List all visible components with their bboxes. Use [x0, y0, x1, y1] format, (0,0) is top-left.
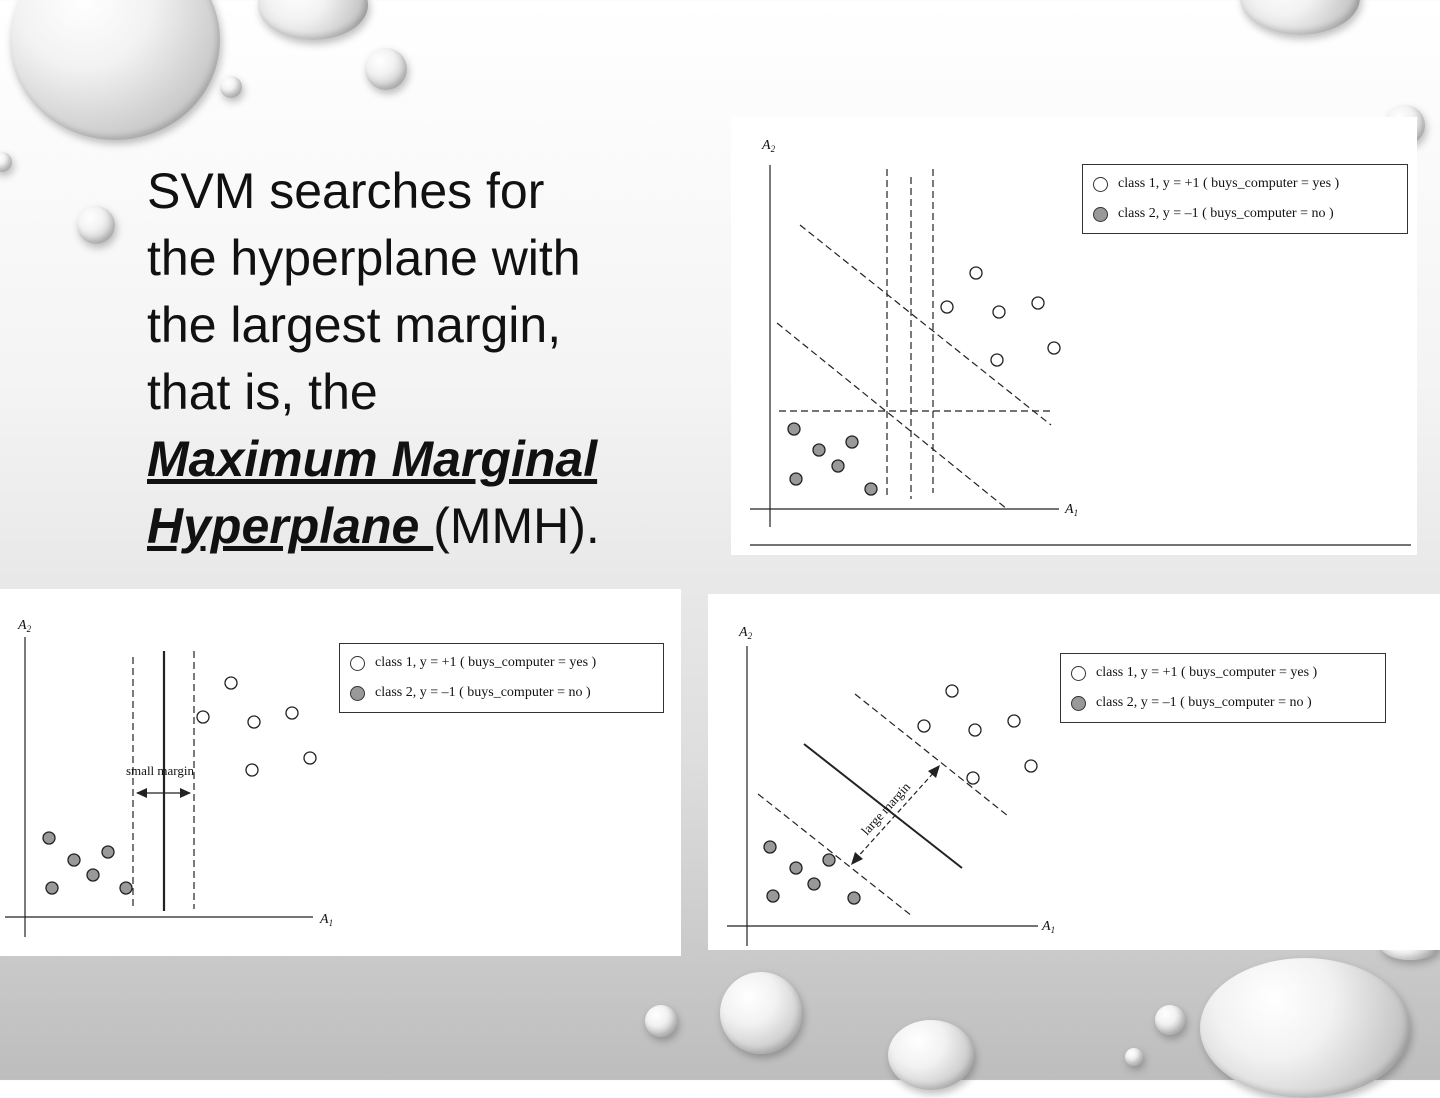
- candidate-hyperplane: [800, 225, 1051, 425]
- water-drop-decoration: [1200, 958, 1410, 1098]
- class1-point: [246, 764, 258, 776]
- mmh-abbreviation: (MMH).: [433, 498, 600, 554]
- text-line: SVM searches for: [147, 163, 545, 219]
- legend: [339, 643, 664, 713]
- legend-label: class 1, y = +1 ( buys_computer = yes ): [1118, 176, 1340, 191]
- x-axis-label: $A_1$: [1065, 502, 1079, 518]
- slide-body-text: [147, 158, 717, 560]
- large-margin-label: large margin: [858, 779, 914, 839]
- class1-point: [918, 720, 930, 732]
- legend-label: class 1, y = +1 ( buys_computer = yes ): [1096, 665, 1318, 680]
- y-axis-label: $A_2$: [762, 138, 776, 154]
- text-line: the hyperplane with: [147, 230, 581, 286]
- margin-boundary: [855, 694, 1008, 816]
- class1-point: [248, 716, 260, 728]
- diagram-possible-hyperplanes: [731, 117, 1417, 555]
- diagram-large-margin: [708, 594, 1440, 950]
- class2-point: [790, 862, 802, 874]
- candidate-hyperplane: [777, 323, 1007, 509]
- text-line: that is, the: [147, 364, 378, 420]
- legend-item-class1: [340, 648, 663, 678]
- class1-point: [286, 707, 298, 719]
- class2-point: [832, 460, 844, 472]
- diagram-small-margin: [0, 589, 681, 956]
- legend-item-class1: [1083, 169, 1407, 199]
- water-drop-decoration: [220, 76, 242, 98]
- class1-point: [1032, 297, 1044, 309]
- y-axis-label: $A_2$: [739, 625, 753, 641]
- water-drop-decoration: [77, 206, 115, 244]
- class2-point: [68, 854, 80, 866]
- legend-item-class1: [1061, 658, 1385, 688]
- filled-circle-icon: [1093, 207, 1108, 222]
- water-drop-decoration: [720, 972, 802, 1054]
- water-drop-decoration: [0, 152, 12, 172]
- class2-point: [823, 854, 835, 866]
- class1-point: [993, 306, 1005, 318]
- legend-label: class 2, y = –1 ( buys_computer = no ): [1118, 206, 1334, 221]
- class1-point: [991, 354, 1003, 366]
- y-axis-label: $A_2$: [18, 618, 32, 634]
- water-drop-decoration: [10, 0, 220, 140]
- class2-point: [102, 846, 114, 858]
- text-line: the largest margin,: [147, 297, 562, 353]
- class2-point: [764, 841, 776, 853]
- legend-item-class2: [1083, 199, 1407, 229]
- legend: [1060, 653, 1386, 723]
- class1-point: [946, 685, 958, 697]
- mmh-term-part2: Hyperplane: [147, 498, 434, 554]
- class1-point: [1008, 715, 1020, 727]
- water-drop-decoration: [1240, 0, 1360, 35]
- class2-point: [865, 483, 877, 495]
- class2-point: [790, 473, 802, 485]
- legend-item-class2: [1061, 688, 1385, 718]
- water-drop-decoration: [365, 48, 407, 90]
- class2-point: [120, 882, 132, 894]
- class1-point: [197, 711, 209, 723]
- class2-point: [813, 444, 825, 456]
- class2-point: [846, 436, 858, 448]
- water-drop-decoration: [258, 0, 368, 40]
- filled-circle-icon: [350, 686, 365, 701]
- class2-point: [87, 869, 99, 881]
- class1-point: [225, 677, 237, 689]
- water-drop-decoration: [1155, 1005, 1185, 1035]
- class1-point: [970, 267, 982, 279]
- water-drop-decoration: [645, 1005, 677, 1037]
- x-axis-label: $A_1$: [320, 912, 334, 928]
- class1-point: [304, 752, 316, 764]
- class1-point: [1025, 760, 1037, 772]
- class2-point: [767, 890, 779, 902]
- arrow-head: [136, 788, 147, 798]
- class2-point: [788, 423, 800, 435]
- legend-label: class 2, y = –1 ( buys_computer = no ): [375, 685, 591, 700]
- x-axis-label: $A_1$: [1042, 919, 1056, 935]
- legend-label: class 2, y = –1 ( buys_computer = no ): [1096, 695, 1312, 710]
- margin-arrow: [855, 770, 936, 860]
- legend: [1082, 164, 1408, 234]
- class2-point: [43, 832, 55, 844]
- class2-point: [46, 882, 58, 894]
- water-drop-decoration: [1125, 1048, 1143, 1066]
- diagram-svg: [708, 594, 1440, 950]
- class2-point: [808, 878, 820, 890]
- emphasis-line: [147, 493, 717, 560]
- open-circle-icon: [350, 656, 365, 671]
- open-circle-icon: [1093, 177, 1108, 192]
- legend-label: class 1, y = +1 ( buys_computer = yes ): [375, 655, 597, 670]
- class1-point: [941, 301, 953, 313]
- emphasis-line: [147, 426, 717, 493]
- filled-circle-icon: [1071, 696, 1086, 711]
- small-margin-label: small margin: [126, 763, 195, 778]
- class1-point: [967, 772, 979, 784]
- class1-point: [1048, 342, 1060, 354]
- arrow-head: [180, 788, 191, 798]
- mmh-term-part1: Maximum Marginal: [147, 431, 598, 487]
- legend-item-class2: [340, 678, 663, 708]
- class1-point: [969, 724, 981, 736]
- open-circle-icon: [1071, 666, 1086, 681]
- class2-point: [848, 892, 860, 904]
